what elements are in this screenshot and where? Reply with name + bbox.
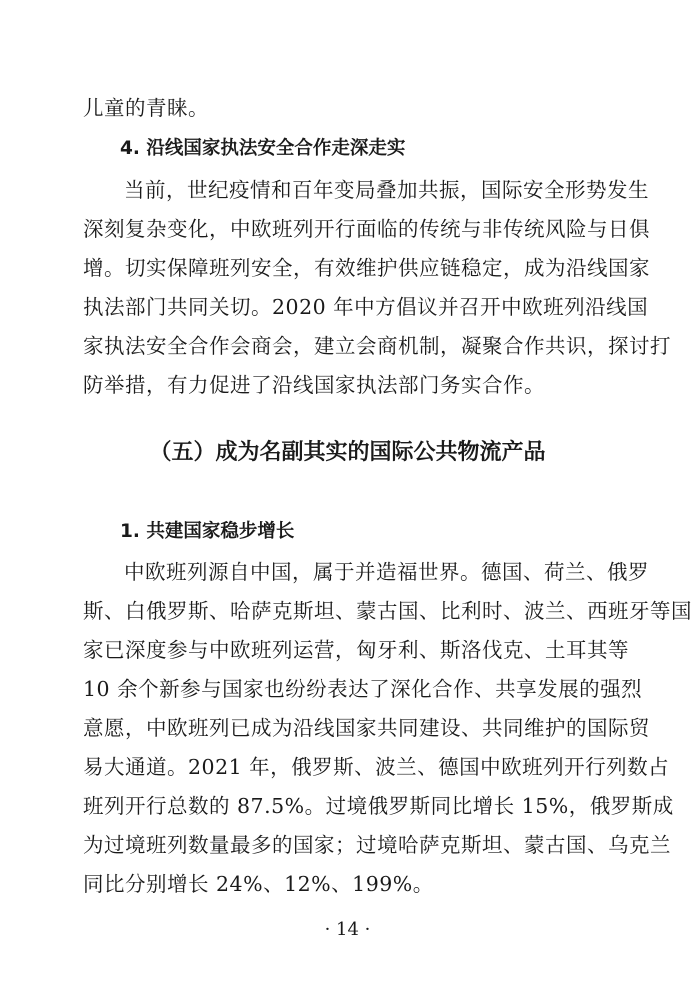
paragraph-line: 增。切实保障班列安全，有效维护供应链稳定，成为沿线国家 — [83, 256, 650, 280]
paragraph-line: 为过境班列数量最多的国家；过境哈萨克斯坦、蒙古国、乌克兰 — [83, 833, 671, 857]
paragraph-line: 防举措，有力促进了沿线国家执法部门务实合作。 — [83, 373, 545, 397]
paragraph-line: 中欧班列源自中国，属于并造福世界。德国、荷兰、俄罗 — [124, 560, 649, 584]
paragraph-line: 执法部门共同关切。2020 年中方倡议并召开中欧班列沿线国 — [83, 295, 649, 319]
page-number: · 14 · — [324, 919, 371, 940]
paragraph-line: 10 余个新参与国家也纷纷表达了深化合作、共享发展的强烈 — [83, 677, 643, 701]
subsection-heading-1: 1. 共建国家稳步增长 — [120, 521, 295, 542]
paragraph-line: 同比分别增长 24%、12%、199%。 — [83, 872, 434, 896]
paragraph-line: 家已深度参与中欧班列运营，匈牙利、斯洛伐克、土耳其等 — [83, 638, 629, 662]
paragraph-line: 斯、白俄罗斯、哈萨克斯坦、蒙古国、比利时、波兰、西班牙等国 — [83, 599, 692, 623]
section-heading-5: （五）成为名副其实的国际公共物流产品 — [149, 440, 546, 465]
paragraph-line: 当前，世纪疫情和百年变局叠加共振，国际安全形势发生 — [124, 178, 649, 202]
carryover-paragraph-end: 儿童的青睐。 — [83, 96, 209, 120]
paragraph-line: 班列开行总数的 87.5%。过境俄罗斯同比增长 15%，俄罗斯成 — [83, 794, 674, 818]
paragraph-line: 深刻复杂变化，中欧班列开行面临的传统与非传统风险与日俱 — [83, 217, 650, 241]
subsection-heading-4: 4. 沿线国家执法安全合作走深走实 — [120, 138, 406, 159]
paragraph-line: 易大通道。2021 年，俄罗斯、波兰、德国中欧班列开行列数占 — [83, 755, 670, 779]
paragraph-line: 家执法安全合作会商会，建立会商机制，凝聚合作共识，探讨打 — [83, 334, 671, 358]
paragraph-line: 意愿，中欧班列已成为沿线国家共同建设、共同维护的国际贸 — [83, 716, 650, 740]
